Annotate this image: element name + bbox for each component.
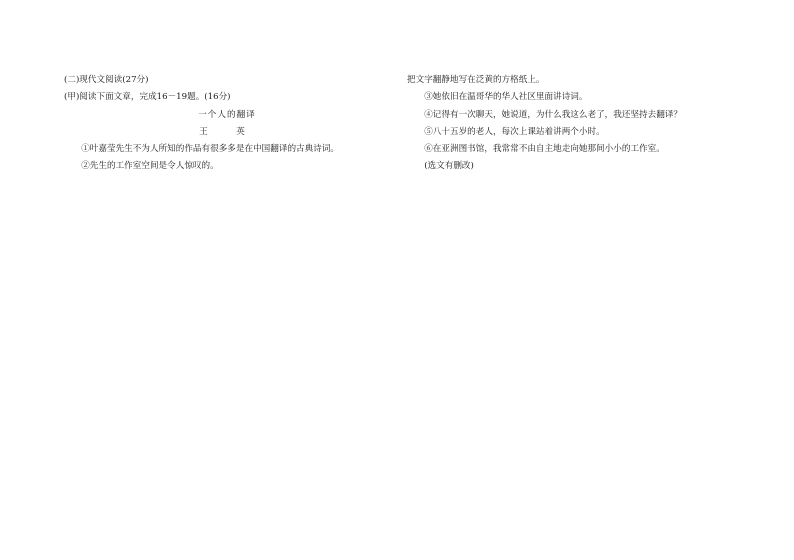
paragraph-3: ③她依旧在温哥华的华人社区里面讲诗词。 [424,92,588,103]
right-column [407,72,733,176]
paragraph-5: ⑤八十五岁的老人，每次上课站着讲两个小时。 [424,126,605,137]
article-author: 王 英 [199,126,255,137]
paragraph-6: ⑥在亚洲图书馆，我常常不由自主地走向她那间小小的工作室。 [424,144,665,155]
paragraph-1: ①叶嘉莹先生不为人所知的作品有很多多是在中国翻译的古典诗词。 [81,144,340,155]
article-title: 一个人的翻译 [198,109,256,120]
section-heading: (二)现代文阅读(27分) [64,75,149,85]
paragraph-2-continued: 把文字翻静地写在泛黄的方格纸上。 [407,75,545,85]
left-column [64,72,390,176]
question-instruction: (甲)阅读下面文章，完成16－19题。(16分) [64,92,231,103]
paragraph-2: ②先生的工作室空间是令人惊叹的。 [81,161,219,172]
source-note: (选文有删改) [424,161,474,172]
paragraph-4: ④记得有一次聊天，她说道，为什么我这么老了，我还坚持去翻译？ [424,109,683,120]
